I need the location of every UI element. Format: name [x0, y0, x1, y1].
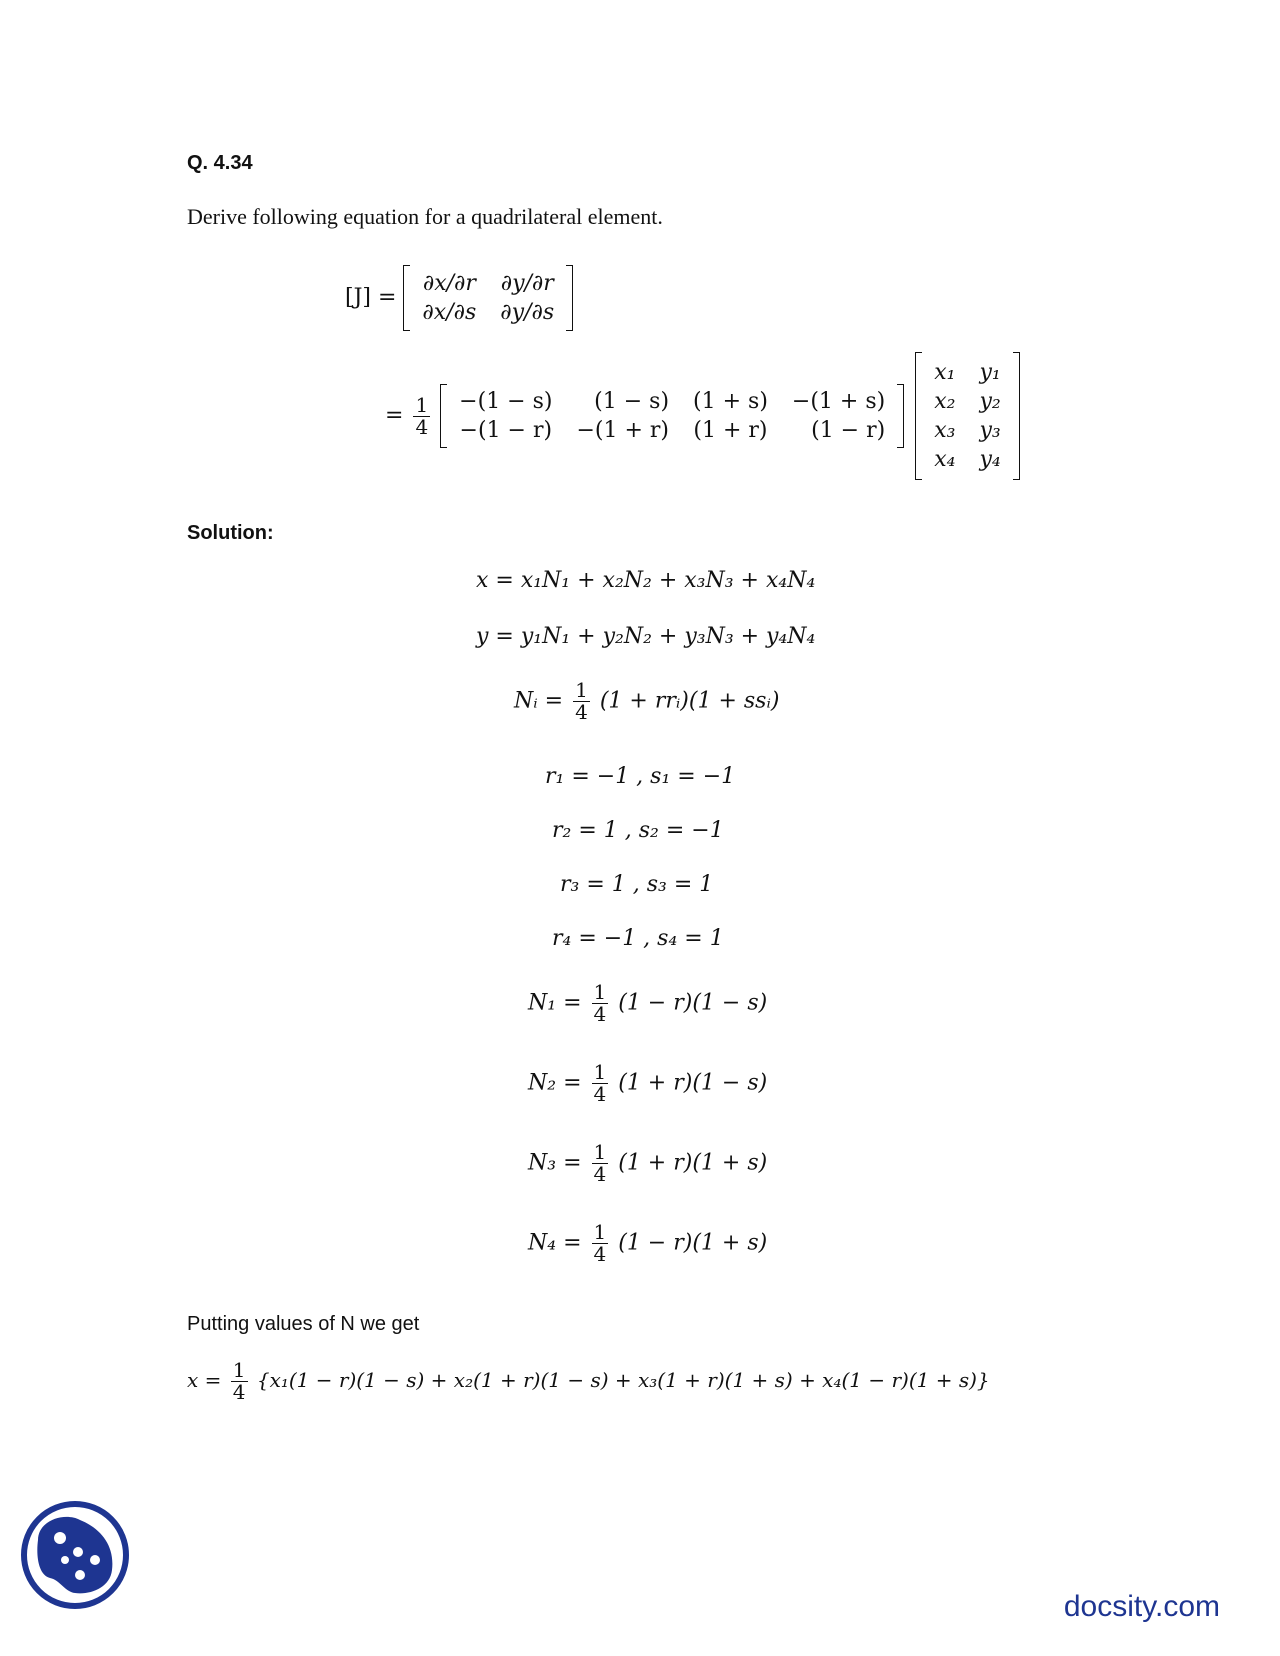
matrix-cell: (1 + r) — [693, 418, 768, 443]
fraction-one-quarter: $\frac{1}{4}$ — [593, 1060, 607, 1106]
matrix-cell: x₂ — [934, 389, 956, 414]
matrix-cell: x₁ — [934, 360, 956, 385]
fraction-one-quarter: $\frac{1}{4}$ — [593, 980, 607, 1026]
right-bracket — [566, 265, 573, 331]
matrix-cell: y₂ — [979, 389, 1001, 414]
shape-function-n2: N₂ = $\frac{1}{4}$ (1 + r)(1 − s) — [528, 1060, 768, 1106]
matrix-cell: x₄ — [934, 447, 956, 472]
left-bracket — [403, 265, 410, 331]
shape-function-n4: N₄ = $\frac{1}{4}$ (1 − r)(1 + s) — [528, 1220, 768, 1266]
matrix-cell: y₄ — [979, 447, 1001, 472]
jacobian-lhs: [J] = — [345, 285, 397, 310]
matrix-cell: −(1 − s) — [459, 389, 553, 414]
node-1-coords: r₁ = −1 , s₁ = −1 — [545, 764, 736, 789]
solution-heading: Solution: — [187, 522, 274, 544]
node-3-coords: r₃ = 1 , s₃ = 1 — [560, 872, 714, 897]
docsity-brand-text[interactable]: docsity.com — [1063, 1590, 1220, 1623]
jacobian-expansion — [385, 352, 1020, 480]
matrix-cell: (1 − r) — [811, 418, 886, 443]
docsity-logo-icon — [20, 1500, 130, 1610]
node-4-coords: r₄ = −1 , s₄ = 1 — [552, 926, 724, 951]
fraction-one-quarter: $\frac{1}{4}$ — [575, 678, 588, 724]
fraction-one-quarter: $\frac{1}{4}$ — [232, 1358, 246, 1404]
equation-y: y = y₁N₁ + y₂N₂ + y₃N₃ + y₄N₄ — [476, 624, 816, 649]
jacobian-matrix — [410, 269, 566, 327]
jacobian-definition — [345, 265, 573, 331]
matrix-cell: (1 + s) — [693, 389, 768, 414]
fraction-one-quarter: $\frac{1}{4}$ — [593, 1220, 607, 1266]
matrix-cell: ∂y/∂r — [500, 271, 554, 296]
putting-values-text: Putting values of N we get — [187, 1313, 420, 1335]
question-number: Q. 4.34 — [187, 152, 253, 174]
matrix-cell: y₃ — [979, 418, 1001, 443]
left-bracket — [915, 352, 922, 480]
matrix-cell: y₁ — [979, 360, 1001, 385]
right-bracket — [897, 384, 904, 448]
coordinate-matrix — [922, 358, 1012, 474]
matrix-cell: (1 − s) — [594, 389, 670, 414]
equals-sign: = — [385, 403, 404, 428]
matrix-cell: x₃ — [934, 418, 956, 443]
final-x-equation: x = $\frac{1}{4}$ {x₁(1 − r)(1 − s) + x₂(1 + r)(1 − s) + x₃(1 + r)(1 + s) + x₄(1 − r)(1 + s)} — [187, 1358, 990, 1404]
question-text: Derive following equation for a quadrilateral element. — [187, 204, 663, 229]
matrix-cell: −(1 + r) — [576, 418, 670, 443]
left-bracket — [440, 384, 447, 448]
fraction-one-quarter: $\frac{1}{4}$ — [593, 1140, 607, 1186]
fraction-one-quarter: $\frac{1}{4}$ — [415, 392, 429, 439]
equation-x: x = x₁N₁ + x₂N₂ + x₃N₃ + x₄N₄ — [476, 568, 816, 593]
matrix-cell: −(1 + s) — [791, 389, 886, 414]
matrix-cell: ∂y/∂s — [500, 300, 555, 325]
right-bracket — [1013, 352, 1020, 480]
node-2-coords: r₂ = 1 , s₂ = −1 — [552, 818, 724, 843]
matrix-cell: ∂x/∂s — [422, 300, 477, 325]
shape-function-n1: N₁ = $\frac{1}{4}$ (1 − r)(1 − s) — [528, 980, 768, 1026]
shape-function-n3: N₃ = $\frac{1}{4}$ (1 + r)(1 + s) — [528, 1140, 768, 1186]
matrix-cell: −(1 − r) — [459, 418, 553, 443]
shape-function-general: Nᵢ = $\frac{1}{4}$ (1 + rrᵢ)(1 + ssᵢ) — [514, 678, 780, 724]
matrix-cell: ∂x/∂r — [422, 271, 476, 296]
derivative-matrix — [447, 387, 897, 445]
